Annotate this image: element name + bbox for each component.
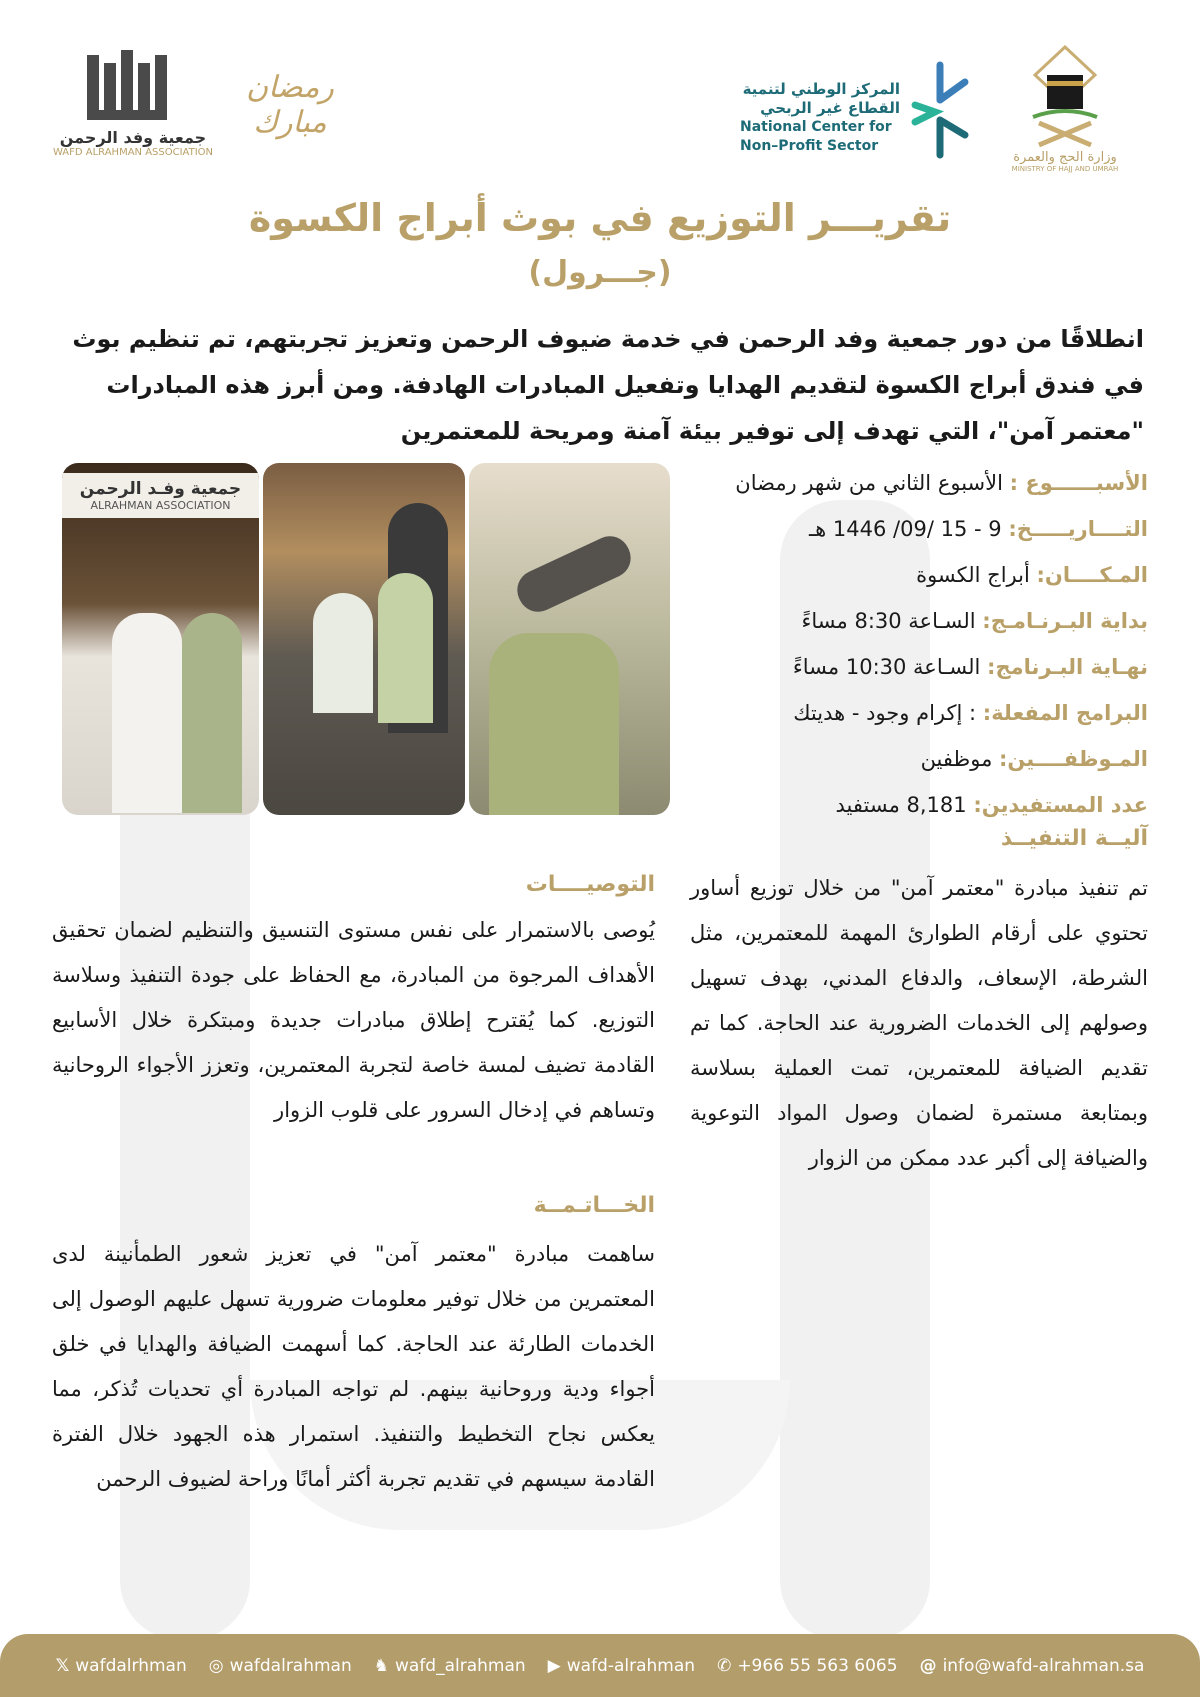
instagram-icon: ◎ [208,1655,224,1676]
booth-sign [62,473,259,518]
footer-whatsapp[interactable] [717,1656,898,1676]
booth-sign-ar: جمعية وفـد الرحمن [79,479,242,499]
info-label: المـكــــان: [1036,563,1148,587]
footer-youtube-handle: wafd-alrahman [566,1655,696,1676]
info-value: أبراج الكسوة [916,563,1030,587]
info-row-date [648,506,1148,552]
x-icon: 𝕏 [55,1655,70,1676]
info-row-staff [648,736,1148,782]
photo-booth-volunteers [62,463,259,815]
info-label: المـوظفــــين: [999,747,1148,771]
info-value: 9 - 15 /09/ 1446 هـ [808,517,1002,541]
report-subtitle: (جـــرول) [528,255,672,290]
info-row-place [648,552,1148,598]
footer-phone: +966 55 563 6065 [737,1655,898,1676]
ministry-logo-caption [990,150,1140,173]
info-label: التــــاريـــــخ: [1008,517,1148,541]
volunteer-figure [182,613,242,813]
footer-x-handle: wafdalrhman [75,1655,187,1676]
info-row-programs [648,690,1148,736]
youtube-icon: ▶ [547,1655,561,1676]
info-value: : إكرام وجود - هديتك [793,701,977,725]
info-row-week [648,460,1148,506]
header [0,0,1200,190]
report-title: تقريـــر التوزيع في بوث أبراج الكسوة [248,196,952,240]
info-list [648,460,1148,828]
intro-paragraph: انطلاقًا من دور جمعية وفد الرحمن في خدمة ضيوف الرحمن وتعزيز تجربتهم، تم تنظيم بوث في فندق أبراج الكسوة لتقديم الهدايا وتفعيل المبادرات الهادفة. ومن أبرز هذه المبادرات "معتمر آمن"، التي تهدف إلى توفير بيئة آمنة ومريحة للمعتمرين [72,325,1144,445]
photo-collage [62,463,670,815]
photo-serving-coffee [469,463,670,815]
ncnp-line2: القطاع غير الربحي [760,99,900,117]
wafd-alrahman-logo [82,45,182,125]
footer-email-address: info@wafd-alrahman.sa [942,1655,1145,1676]
conclusion-heading: الخـــاتـمــة [533,1193,655,1218]
ncnp-line3: National Center for [740,119,892,135]
info-value: موظفين [920,747,993,771]
wafd-caption-en: WAFD ALRAHMAN ASSOCIATION [52,147,214,158]
info-value: السـاعة 10:30 مساءً [792,655,981,679]
mechanism-text: تم تنفيذ مبادرة "معتمر آمن" من خلال توزيع أساور تحتوي على أرقام الطوارئ المهمة للمعتمرين، مثل الشرطة، الإسعاف، والدفاع المدني، بهدف تسهيل وصولهم إلى الخدمات الضرورية عند الحاجة. كما تم تقديم الضيافة للمعتمرين، تمت العملية بسلاسة وبمتابعة مستمرة لضمان وصول المواد التوعوية والضيافة إلى أكبر عدد ممكن من الزوار [690,876,1148,1170]
booth-sign-en: ALRAHMAN ASSOCIATION [90,499,231,512]
photo-gift-to-child [263,463,465,815]
whatsapp-icon: ✆ [717,1655,732,1676]
ramadan-calligraphy: رمضان مبارك [246,70,334,140]
info-label: البرامج المفعلة: [982,701,1148,725]
snapchat-icon: ♞ [373,1655,389,1676]
info-value: السـاعة 8:30 مساءً [801,609,976,633]
info-row-beneficiaries [648,782,1148,828]
footer-snapchat[interactable] [374,1656,526,1676]
info-label: نهـاية البـرنامج: [987,655,1148,679]
info-value: الأسبوع الثاني من شهر رمضان [735,471,1003,495]
wafd-caption-ar: جمعية وفد الرحمن [59,128,207,147]
ministry-hajj-logo [1025,45,1105,150]
info-label: الأسبــــــوع : [1009,471,1148,495]
ncnp-line1: المركز الوطني لتنمية [742,80,900,98]
conclusion-text: ساهمت مبادرة "معتمر آمن" في تعزيز شعور الطمأنينة لدى المعتمرين من خلال توفير معلومات ضرورية تسهل عليهم الوصول إلى الخدمات الطارئة عند الحاجة. كما أسهمت الضيافة والهدايا في خلق أجواء ودية وروحانية بينهم. لم تواجه المبادرة أي تحديات تُذكر، مما يعكس نجاح التخطيط والتنفيذ. استمرار هذه الجهود خلال الفترة القادمة سيسهم في تقديم تجربة أكثر أمانًا وراحة لضيوف الرحمن [52,1242,655,1491]
footer-x[interactable] [56,1656,187,1676]
footer-instagram-handle: wafdalrahman [229,1655,352,1676]
recommendations-heading: التوصيــــات [525,872,655,897]
ministry-caption-ar: وزارة الحج والعمرة [1013,150,1117,165]
info-row-end [648,644,1148,690]
footer-contact-bar [0,1634,1200,1697]
ncnp-logo-text [740,80,900,156]
coffee-flask [511,530,638,619]
info-label: بداية البـرنـامـج: [982,609,1148,633]
recommendations-text: يُوصى بالاستمرار على نفس مستوى التنسيق والتنظيم لضمان تحقيق الأهداف المرجوة من المبادرة، مع الحفاظ على جودة التنفيذ وسلاسة التوزيع. كما يُقترح إطلاق مبادرات جديدة ومبتكرة خلال الأسابيع القادمة تضيف لمسة خاصة لتجربة المعتمرين، وتعزز الأجواء الروحانية وتساهم في إدخال السرور على قلوب الزوار [52,918,655,1122]
wafd-logo-caption [48,128,218,158]
person-figure [378,573,433,723]
volunteer-figure [112,613,182,813]
footer-instagram[interactable] [209,1656,352,1676]
mechanism-heading: آليــة التنفيــذ [1000,826,1148,851]
footer-email[interactable] [920,1656,1145,1676]
footer-snapchat-handle: wafd_alrahman [395,1655,526,1676]
info-value: 8,181 مستفيد [835,793,967,817]
info-row-start [648,598,1148,644]
ncnp-line4: Non–Profit Sector [740,138,879,154]
at-icon: @ [919,1655,937,1676]
info-label: عدد المستفيدين: [973,793,1148,817]
ministry-caption-en: MINISTRY OF HAJJ AND UMRAH [1011,165,1119,173]
footer-youtube[interactable] [548,1656,695,1676]
person-figure [489,633,619,815]
ncnp-emblem-icon [905,60,975,160]
person-figure [313,593,373,713]
